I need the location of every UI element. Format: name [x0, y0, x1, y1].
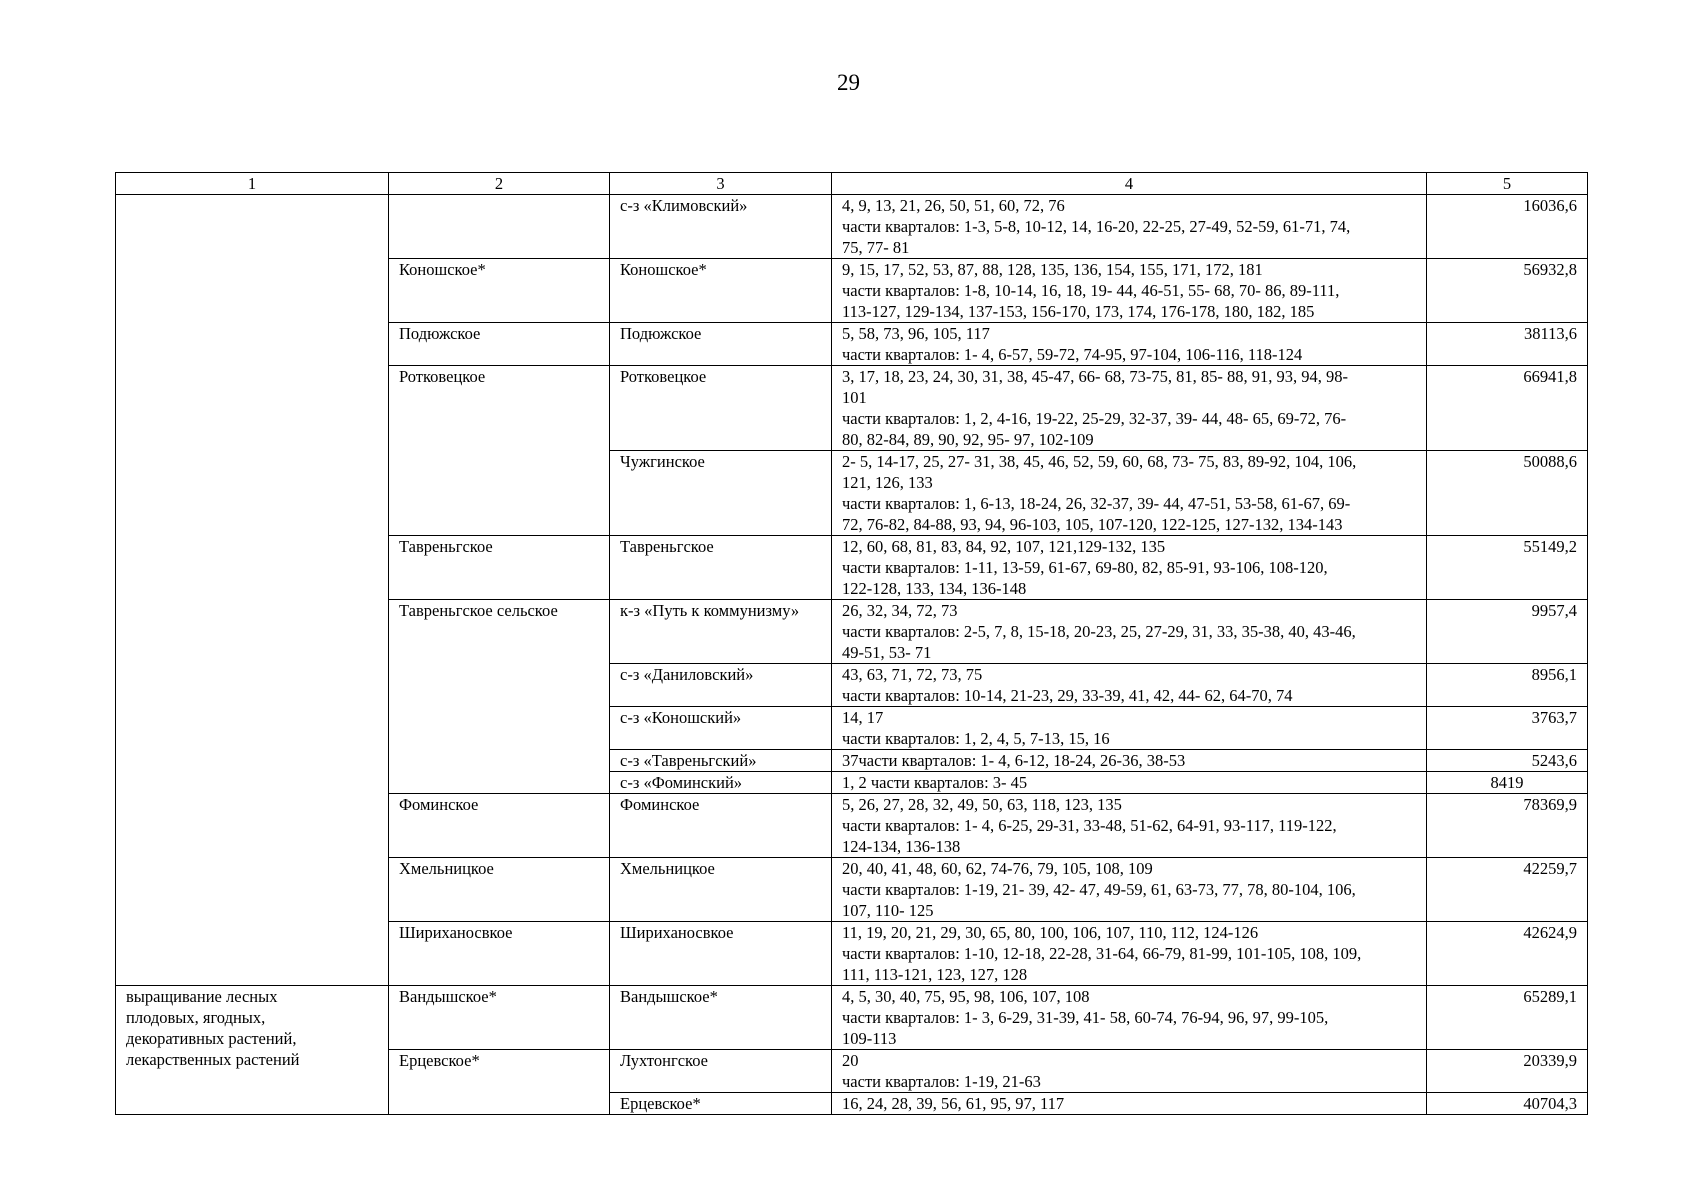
forestry-cell: Фоминское [610, 794, 832, 858]
table-row [116, 986, 1588, 1050]
area-cell: 40704,3 [1427, 1093, 1588, 1115]
quarters-cell: 20 части кварталов: 1-19, 21-63 [832, 1050, 1427, 1093]
column-header-2: 2 [389, 173, 610, 195]
quarters-cell: 14, 17 части кварталов: 1, 2, 4, 5, 7-13, 15, 16 [832, 707, 1427, 750]
quarters-cell: 11, 19, 20, 21, 29, 30, 65, 80, 100, 106, 107, 110, 112, 124-126 части кварталов: 1-10, 12-18, 22-28, 31-64, 66-79, 81-99, 101-105, 108, 109, 111, 113-121, 123, 127, 128 [832, 922, 1427, 986]
column-header-3: 3 [610, 173, 832, 195]
quarters-cell: 4, 5, 30, 40, 75, 95, 98, 106, 107, 108 части кварталов: 1- 3, 6-29, 31-39, 41- 58, 60-74, 76-94, 96, 97, 99-105, 109-113 [832, 986, 1427, 1050]
area-cell: 8419 [1427, 772, 1588, 794]
district-cell: Коношское* [389, 259, 610, 323]
area-cell: 9957,4 [1427, 600, 1588, 664]
quarters-cell: 12, 60, 68, 81, 83, 84, 92, 107, 121,129-132, 135 части кварталов: 1-11, 13-59, 61-67, 69-80, 82, 85-91, 93-106, 108-120, 122-128, 133, 134, 136-148 [832, 536, 1427, 600]
purpose-cell: выращивание лесных плодовых, ягодных, декоративных растений, лекарственных растений [116, 986, 389, 1115]
column-header-5: 5 [1427, 173, 1588, 195]
forestry-cell: Лухтонгское [610, 1050, 832, 1093]
area-cell: 65289,1 [1427, 986, 1588, 1050]
quarters-cell: 37части кварталов: 1- 4, 6-12, 18-24, 26-36, 38-53 [832, 750, 1427, 772]
forestry-cell: Шириханосвкое [610, 922, 832, 986]
area-cell: 42624,9 [1427, 922, 1588, 986]
area-cell: 16036,6 [1427, 195, 1588, 259]
area-cell: 38113,6 [1427, 323, 1588, 366]
forestry-cell: с-з «Фоминский» [610, 772, 832, 794]
quarters-cell: 1, 2 части кварталов: 3- 45 [832, 772, 1427, 794]
quarters-cell: 5, 26, 27, 28, 32, 49, 50, 63, 118, 123, 135 части кварталов: 1- 4, 6-25, 29-31, 33-48, 51-62, 64-91, 93-117, 119-122, 124-134, 136-138 [832, 794, 1427, 858]
district-cell: Подюжское [389, 323, 610, 366]
column-header-4: 4 [832, 173, 1427, 195]
district-cell [389, 195, 610, 259]
quarters-cell: 5, 58, 73, 96, 105, 117 части кварталов: 1- 4, 6-57, 59-72, 74-95, 97-104, 106-116, 118-124 [832, 323, 1427, 366]
area-cell: 78369,9 [1427, 794, 1588, 858]
district-cell: Ерцевское* [389, 1050, 610, 1115]
quarters-cell: 26, 32, 34, 72, 73 части кварталов: 2-5, 7, 8, 15-18, 20-23, 25, 27-29, 31, 33, 35-38, 40, 43-46, 49-51, 53- 71 [832, 600, 1427, 664]
forestry-cell: Подюжское [610, 323, 832, 366]
forestry-cell: с-з «Климовский» [610, 195, 832, 259]
forestry-cell: с-з «Коношский» [610, 707, 832, 750]
quarters-cell: 16, 24, 28, 39, 56, 61, 95, 97, 117 [832, 1093, 1427, 1115]
area-cell: 42259,7 [1427, 858, 1588, 922]
district-cell: Хмельницкое [389, 858, 610, 922]
purpose-cell [116, 195, 389, 986]
forestry-cell: Тавреньгское [610, 536, 832, 600]
forestry-cell: Хмельницкое [610, 858, 832, 922]
forestry-cell: с-з «Тавреньгский» [610, 750, 832, 772]
forestry-cell: Вандышское* [610, 986, 832, 1050]
forestry-cell: Чужгинское [610, 451, 832, 536]
forestry-cell: Ротковецкое [610, 366, 832, 451]
column-header-1: 1 [116, 173, 389, 195]
forestry-cell: с-з «Даниловский» [610, 664, 832, 707]
quarters-cell: 4, 9, 13, 21, 26, 50, 51, 60, 72, 76 части кварталов: 1-3, 5-8, 10-12, 14, 16-20, 22-25, 27-49, 52-59, 61-71, 74, 75, 77- 81 [832, 195, 1427, 259]
area-cell: 56932,8 [1427, 259, 1588, 323]
area-cell: 8956,1 [1427, 664, 1588, 707]
page-number: 29 [837, 70, 860, 95]
table-row [116, 195, 1588, 259]
forestry-cell: к-з «Путь к коммунизму» [610, 600, 832, 664]
district-cell: Шириханосвкое [389, 922, 610, 986]
district-cell: Тавреньгское сельское [389, 600, 610, 794]
quarters-cell: 20, 40, 41, 48, 60, 62, 74-76, 79, 105, 108, 109 части кварталов: 1-19, 21- 39, 42- 47, 49-59, 61, 63-73, 77, 78, 80-104, 106, 107, 110- 125 [832, 858, 1427, 922]
area-cell: 20339,9 [1427, 1050, 1588, 1093]
quarters-cell: 9, 15, 17, 52, 53, 87, 88, 128, 135, 136, 154, 155, 171, 172, 181 части кварталов: 1-8, 10-14, 16, 18, 19- 44, 46-51, 55- 68, 70- 86, 89-111, 113-127, 129-134, 137-153, 156-170, 173, 174, 176-178, 180, 182, 185 [832, 259, 1427, 323]
forestry-cell: Коношское* [610, 259, 832, 323]
table-header-row [116, 173, 1588, 195]
area-cell: 3763,7 [1427, 707, 1588, 750]
quarters-cell: 3, 17, 18, 23, 24, 30, 31, 38, 45-47, 66- 68, 73-75, 81, 85- 88, 91, 93, 94, 98- 101 части кварталов: 1, 2, 4-16, 19-22, 25-29, 32-37, 39- 44, 48- 65, 69-72, 76- 80, 82-84, 89, 90, 92, 95- 97, 102-109 [832, 366, 1427, 451]
district-cell: Вандышское* [389, 986, 610, 1050]
area-cell: 55149,2 [1427, 536, 1588, 600]
forestry-cell: Ерцевское* [610, 1093, 832, 1115]
district-cell: Тавреньгское [389, 536, 610, 600]
forest-quarters-table [115, 172, 1588, 1115]
area-cell: 66941,8 [1427, 366, 1588, 451]
quarters-cell: 43, 63, 71, 72, 73, 75 части кварталов: 10-14, 21-23, 29, 33-39, 41, 42, 44- 62, 64-70, 74 [832, 664, 1427, 707]
quarters-cell: 2- 5, 14-17, 25, 27- 31, 38, 45, 46, 52, 59, 60, 68, 73- 75, 83, 89-92, 104, 106, 121, 126, 133 части кварталов: 1, 6-13, 18-24, 26, 32-37, 39- 44, 47-51, 53-58, 61-67, 69- 72, 76-82, 84-88, 93, 94, 96-103, 105, 107-120, 122-125, 127-132, 134-143 [832, 451, 1427, 536]
district-cell: Ротковецкое [389, 366, 610, 536]
area-cell: 50088,6 [1427, 451, 1588, 536]
area-cell: 5243,6 [1427, 750, 1588, 772]
district-cell: Фоминское [389, 794, 610, 858]
